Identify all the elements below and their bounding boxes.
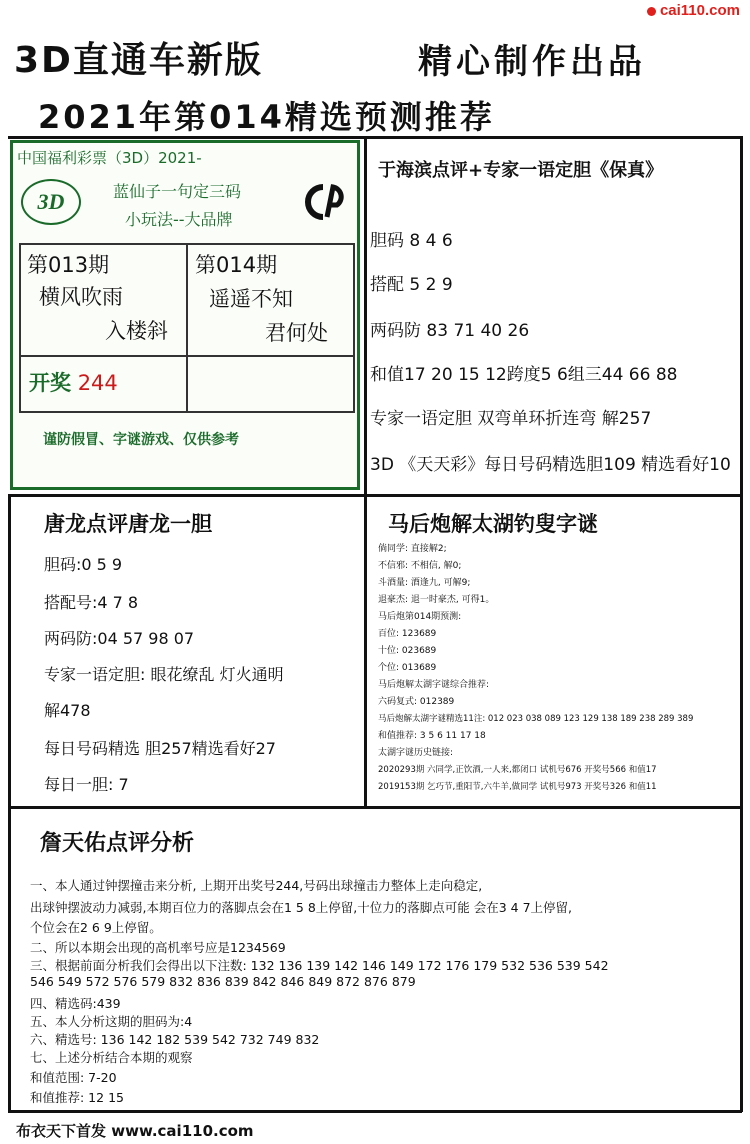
frame-right-bottom [740, 806, 743, 1112]
right-top-line: 专家一语定胆 双弯单环折连弯 解257 [370, 409, 652, 429]
bottom-line: 546 549 572 576 579 832 836 839 842 846 849 872 876 879 [30, 974, 416, 989]
mid-right-line: 倘同学: 直接解2; [378, 544, 447, 554]
mid-left-line: 解478 [44, 701, 91, 720]
footer-link[interactable]: 布衣天下首发 www.cai110.com [16, 1122, 254, 1140]
mid-left-line: 两码防:04 57 98 07 [44, 629, 195, 648]
right-top-line: 3D 《天天彩》每日号码精选胆109 精选看好10 [370, 455, 731, 475]
mid-right-line: 退豪杰: 退一时豪杰, 可得1。 [378, 595, 495, 605]
mid-right-line: 百位: 123689 [378, 629, 437, 639]
frame-right-top [740, 136, 743, 496]
prev-riddle-line2: 入楼斜 [105, 319, 168, 343]
bottom-line: 和值推荐: 12 15 [30, 1090, 124, 1105]
mid-right-line: 十位: 023689 [378, 646, 437, 656]
card-slogan-1: 蓝仙子一句定三码 [113, 182, 242, 201]
bottom-line: 和值范围: 7-20 [30, 1070, 117, 1085]
header-title-right: 精心制作出品 [418, 42, 646, 82]
site-logo[interactable] [647, 2, 740, 19]
mid-left-line: 胆码:0 5 9 [44, 555, 123, 574]
frame-right-mid [740, 494, 743, 808]
riddle-grid [19, 243, 355, 413]
card-slogan-2: 小玩法--大品牌 [125, 210, 233, 229]
bottom-line: 二、所以本期会出现的高机率号应是1234569 [30, 940, 286, 955]
disclaimer: 谨防假冒、字谜游戏、仅供参考 [43, 432, 239, 448]
bottom-line: 七、上述分析结合本期的观察 [30, 1050, 193, 1065]
site-dot-icon [647, 7, 656, 16]
mid-right-line: 六码复式: 012389 [378, 697, 455, 707]
prev-issue-label: 第013期 [27, 253, 110, 277]
frame-vertical-mid [364, 494, 367, 808]
divider-3 [8, 1110, 742, 1113]
mid-left-line: 搭配号:4 7 8 [44, 593, 139, 612]
cur-issue-label: 第014期 [195, 253, 278, 277]
mid-right-line: 不信邪: 不相信, 解0; [378, 561, 462, 571]
prev-riddle-line1: 横风吹雨 [39, 285, 123, 309]
cur-riddle-line2: 君何处 [265, 321, 328, 345]
grid-divider-v [186, 245, 188, 411]
draw-label [29, 367, 118, 397]
mid-right-title: 马后炮解太湖钓叟字谜 [388, 512, 598, 536]
mid-right-line: 2019153期 乞巧节,重阳节,六牛羊,做同学 试机号973 开奖号326 和值11 [378, 782, 657, 792]
welfare-lottery-logo-icon [305, 181, 347, 223]
divider-2 [8, 806, 742, 809]
site-text: cai110.com [659, 2, 740, 19]
header-title-left: 3D直通车新版 [14, 40, 263, 81]
right-top-line: 和值17 20 15 12跨度5 6组三44 66 88 [370, 365, 678, 385]
frame-vertical-top [364, 136, 367, 496]
mid-left-line: 专家一语定胆: 眼花缭乱 灯火通明 [44, 665, 284, 684]
lottery-card [10, 140, 360, 490]
right-top-line: 两码防 83 71 40 26 [370, 321, 530, 341]
header-subtitle: 2021年第014精选预测推荐 [38, 98, 495, 136]
bottom-line: 四、精选码:439 [30, 996, 121, 1011]
frame-left-bottom [8, 806, 11, 1112]
mid-right-line: 斗酒量: 酒逢九, 可解9; [378, 578, 471, 588]
mid-left-line: 每日号码精选 胆257精选看好27 [44, 739, 276, 758]
mid-right-line: 2020293期 六同学,正饮酒,一人来,都闭口 试机号676 开奖号566 和值17 [378, 765, 657, 775]
right-top-line: 搭配 5 2 9 [370, 275, 453, 295]
mid-right-line: 太湖字谜历史链接: [378, 748, 454, 758]
bottom-line: 个位会在2 6 9上停留。 [30, 920, 162, 935]
mid-right-line: 和值推荐: 3 5 6 11 17 18 [378, 731, 486, 741]
mid-left-line: 每日一胆: 7 [44, 775, 129, 794]
frame-left-mid [8, 494, 11, 808]
mid-right-line: 马后炮解太湖字谜精选11注: 012 023 038 089 123 129 138 189 238 289 389 [378, 714, 694, 724]
bottom-title: 詹天佑点评分析 [40, 831, 195, 856]
frame-top [8, 136, 742, 139]
divider-1 [8, 494, 742, 497]
bottom-line: 一、本人通过钟摆撞击来分析, 上期开出奖号244,号码出球撞击力整体上走向稳定, [30, 878, 483, 893]
right-top-line: 胆码 8 4 6 [370, 231, 453, 251]
grid-divider-h [21, 355, 353, 357]
mid-right-line: 个位: 013689 [378, 663, 437, 673]
3d-logo-icon: 3D [21, 179, 81, 225]
mid-left-title: 唐龙点评唐龙一胆 [44, 512, 212, 536]
right-top-title: 于海滨点评+专家一语定胆《保真》 [378, 160, 664, 181]
bottom-line: 三、根据前面分析我们会得出以下注数: 132 136 139 142 146 149 172 176 179 532 536 539 542 [30, 958, 609, 973]
mid-right-line: 马后炮第014期预测: [378, 612, 462, 622]
draw-label-text: 开奖 [29, 371, 71, 395]
bottom-line: 五、本人分析这期的胆码为:4 [30, 1014, 193, 1029]
bottom-line: 出球钟摆波动力减弱,本期百位力的落脚点会在1 5 8上停留,十位力的落脚点可能 会在3 4 7上停留, [30, 900, 573, 915]
card-title: 中国福利彩票（3D）2021- [17, 149, 202, 167]
bottom-line: 六、精选号: 136 142 182 539 542 732 749 832 [30, 1032, 320, 1047]
cur-riddle-line1: 遥遥不知 [209, 287, 293, 311]
mid-right-line: 马后炮解太湖字谜综合推荐: [378, 680, 490, 690]
draw-value: 244 [77, 371, 118, 395]
